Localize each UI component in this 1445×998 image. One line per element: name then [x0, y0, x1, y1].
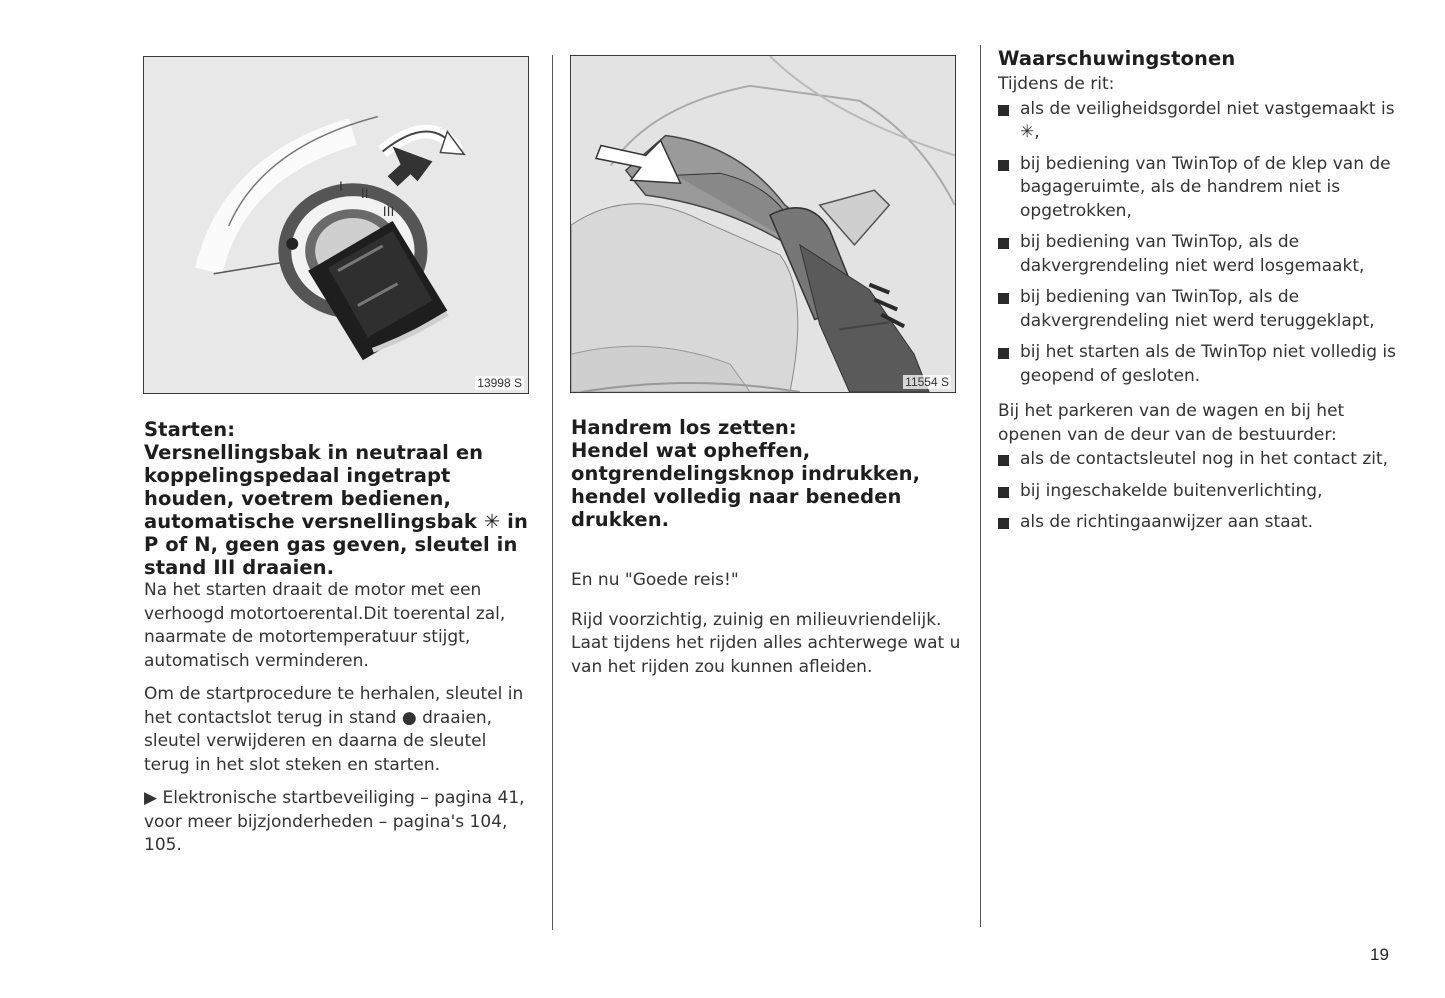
page-number: 19 — [1370, 945, 1389, 964]
list-item: als de richtingaanwijzer aan staat. — [998, 511, 1398, 535]
starten-heading: Starten: Versnellingsbak in neutraal en koppelingspedaal ingetrapt houden, voetrem bedienen, automatische versnellingsbak ✳ in P of N, geen gas geven, sleutel in stand III draaien. — [144, 418, 528, 579]
ignition-key-illustration — [144, 57, 528, 393]
list-item: bij ingeschakelde buitenverlichting, — [998, 480, 1398, 504]
svg-text:III: III — [382, 203, 395, 220]
list-item: als de contactsleutel nog in het contact zit, — [998, 448, 1398, 472]
list-item: bij bediening van TwinTop, als de dakvergrendeling niet werd teruggeklapt, — [998, 286, 1398, 333]
list-item: bij bediening van TwinTop, als de dakvergrendeling niet werd losgemaakt, — [998, 231, 1398, 278]
column-starten — [144, 418, 534, 868]
column-divider-right — [980, 45, 981, 927]
list-item: als de veiligheidsgordel niet vastgemaakt is ✳, — [998, 98, 1398, 145]
column-handrem — [571, 416, 963, 689]
starten-paragraph-1: Na het starten draait de motor met een verhoogd motortoerental.Dit toerental zal, naarmate de motortemperatuur stijgt, automatisch verminderen. — [144, 580, 506, 671]
svg-text:I: I — [338, 178, 343, 195]
starten-reference-link[interactable]: ▶ Elektronische startbeveiliging – pagina 41, voor meer bijzjonderheden – pagina's 104, 105. — [144, 788, 525, 855]
figure-code: 13998 S — [477, 376, 522, 390]
ignition-key-figure — [143, 56, 529, 394]
column-divider-left — [552, 55, 553, 930]
column-waarschuwingstonen — [998, 47, 1398, 543]
waarschuwingstonen-heading: Waarschuwingstonen — [998, 47, 1236, 70]
handbrake-illustration — [571, 56, 955, 392]
warning-list-driving — [998, 98, 1398, 389]
rijd-voorzichtig-text: Rijd voorzichtig, zuinig en milieuvriendelijk. Laat tijdens het rijden alles achterwege wat u van het rijden zou kunnen afleiden. — [571, 609, 961, 677]
svg-text:II: II — [360, 185, 369, 202]
list-item: bij het starten als de TwinTop niet volledig is geopend of gesloten. — [998, 341, 1398, 388]
handrem-heading: Handrem los zetten: Hendel wat opheffen, ontgrendelingsknop indrukken, hendel volledig naar beneden drukken. — [571, 416, 921, 531]
tijdens-de-rit-label: Tijdens de rit: — [998, 74, 1115, 94]
parkeren-label: Bij het parkeren van de wagen en bij het openen van de deur van de bestuurder: — [998, 401, 1345, 445]
figure-code: 11554 S — [905, 375, 949, 389]
warning-list-parking — [998, 448, 1398, 535]
handbrake-figure — [570, 55, 956, 393]
starten-paragraph-2: Om de startprocedure te herhalen, sleutel in het contactslot terug in stand ● draaien, sleutel verwijderen en daarna de sleutel terug in het slot steken en starten. — [144, 684, 524, 775]
list-item: bij bediening van TwinTop of de klep van de bagageruimte, als de handrem niet is opgetrokken, — [998, 153, 1398, 224]
goede-reis-text: En nu "Goede reis!" — [571, 570, 739, 590]
